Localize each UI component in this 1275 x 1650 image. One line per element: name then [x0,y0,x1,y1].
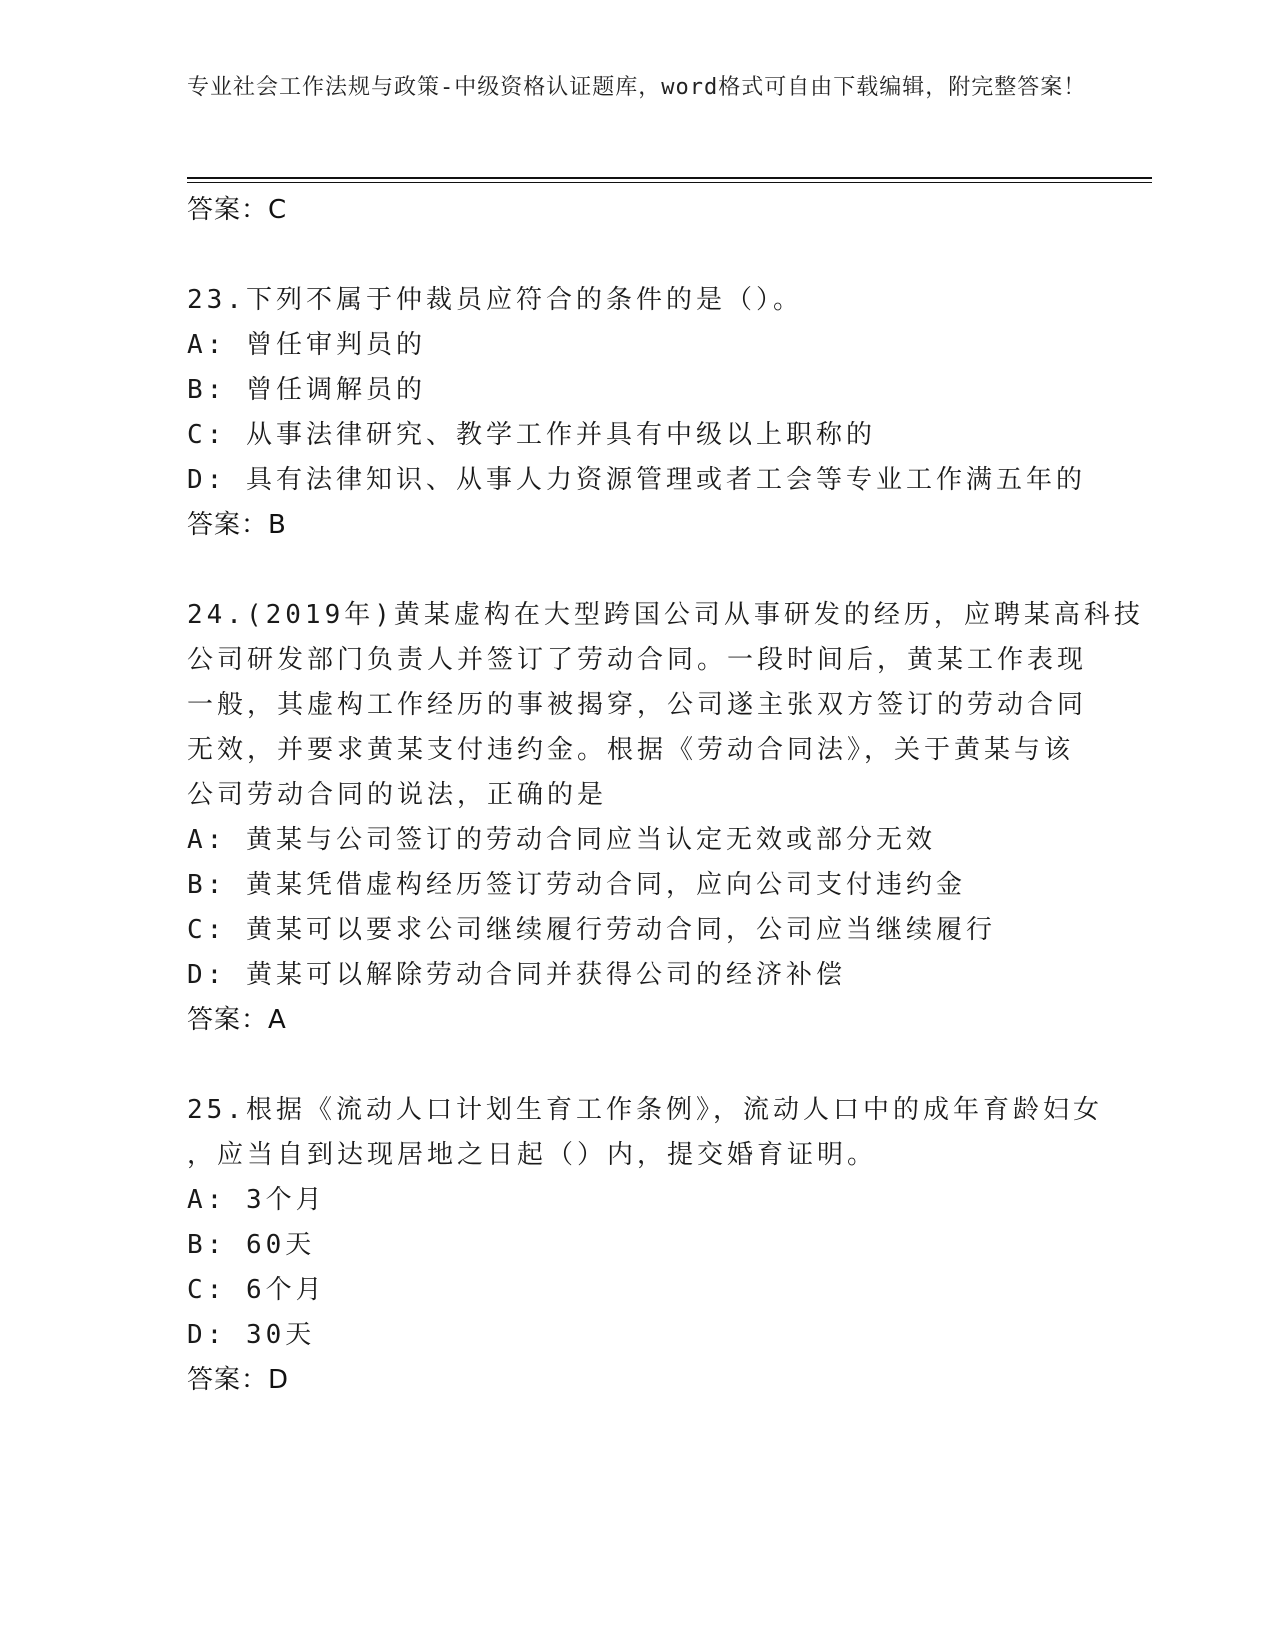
option-c: C: 从事法律研究、教学工作并具有中级以上职称的 [187,420,876,450]
question-text-line: 公司劳动合同的说法，正确的是 [187,780,608,810]
option-a: A: 黄某与公司签订的劳动合同应当认定无效或部分无效 [187,825,936,855]
option-b: B: 黄某凭借虚构经历签订劳动合同，应向公司支付违约金 [187,870,966,900]
answer-prev: 答案：C [187,195,288,225]
question-text-line: 25.根据《流动人口计划生育工作条例》，流动人口中的成年育龄妇女 [187,1095,1103,1125]
question-text-line: 无效，并要求黄某支付违约金。根据《劳动合同法》，关于黄某与该 [187,735,1075,765]
option-c: C: 6个月 [187,1275,326,1305]
question-text-line: 公司研发部门负责人并签订了劳动合同。一段时间后，黄某工作表现 [187,645,1088,675]
option-a: A: 3个月 [187,1185,326,1215]
answer: 答案：A [187,1005,287,1035]
answer: 答案：B [187,510,287,540]
spacer [187,548,1147,593]
header-title: 专业社会工作法规与政策-中级资格认证题库，word格式可自由下载编辑，附完整答案！ [187,75,1087,100]
option-d: D: 具有法律知识、从事人力资源管理或者工会等专业工作满五年的 [187,465,1086,495]
question-23 [187,278,1147,548]
header-rule-thin [187,182,1152,183]
question-text-line: 一般，其虚构工作经历的事被揭穿，公司遂主张双方签订的劳动合同 [187,690,1088,720]
option-d: D: 30天 [187,1320,316,1350]
document-header [187,72,1087,103]
question-list [187,188,1147,1403]
spacer [187,233,1147,278]
option-c: C: 黄某可以要求公司继续履行劳动合同，公司应当继续履行 [187,915,996,945]
answer: 答案：D [187,1365,290,1395]
question-text-line: ，应当自到达现居地之日起（）内，提交婚育证明。 [187,1140,878,1170]
question-text-line: 24.(2019年)黄某虚构在大型跨国公司从事研发的经历，应聘某高科技 [187,600,1144,630]
option-d: D: 黄某可以解除劳动合同并获得公司的经济补偿 [187,960,846,990]
question-24 [187,593,1147,1043]
question-25 [187,1088,1147,1403]
header-rule-thick [187,177,1152,179]
spacer [187,1043,1147,1088]
option-b: B: 曾任调解员的 [187,375,426,405]
question-text: 23.下列不属于仲裁员应符合的条件的是（）。 [187,285,803,315]
option-b: B: 60天 [187,1230,316,1260]
option-a: A: 曾任审判员的 [187,330,426,360]
